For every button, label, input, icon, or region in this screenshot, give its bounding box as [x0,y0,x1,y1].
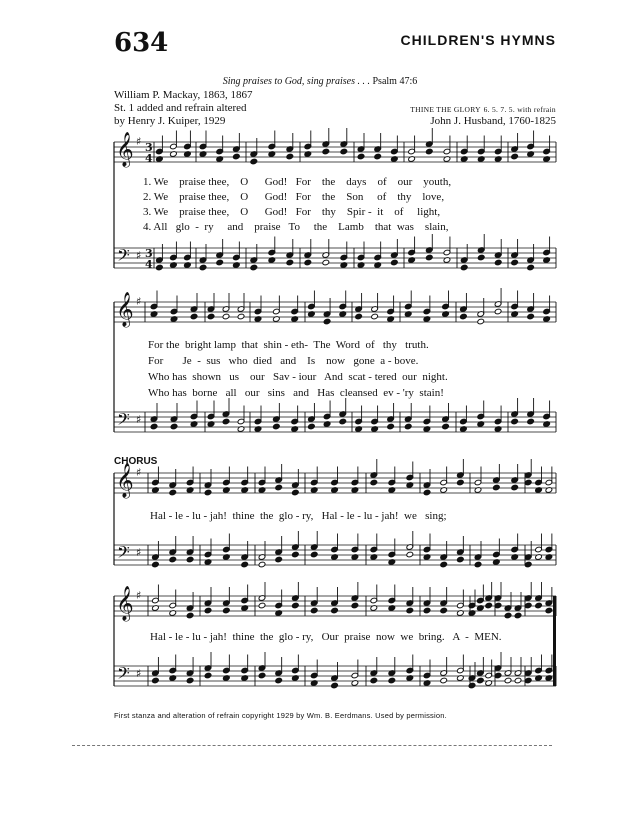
system-3-treble-note-head [493,484,501,491]
system-3-bass-note-head [292,551,300,558]
bass-clef-icon: 𝄢 [117,663,130,687]
system-4-bass-note-head [275,677,283,684]
section-title: CHILDREN'S HYMNS [400,32,556,48]
system-3-treble-note-head [292,489,300,496]
copyright-notice: First stanza and alteration of refrain copyright 1929 by Wm. B. Eerdmans. Used by permission. [114,711,447,720]
system-2-bass-note-head [404,423,412,430]
system-4-treble-note-head [310,607,318,614]
alteration-by-credit: by Henry J. Kuiper, 1929 [114,115,226,127]
system-4-treble-note-head [545,607,553,614]
system-1-treble-note-head [340,148,348,155]
system-1-bass-note-head [527,264,535,271]
system-4-treble-note-head [331,607,339,614]
system-4-bass-note-head [370,677,378,684]
system-3-bass-note-head [310,551,318,558]
system-4-bass-note-head [524,677,532,684]
system-1-treble-note-head [357,153,365,160]
system-2-treble-note-head [237,313,245,320]
verse-2-line-2: For Je - sus who died and Is now gone a - bove. [148,355,419,367]
verse-1-line-2: For the bright lamp that shin - eth- The Word of thy truth. [148,339,429,351]
system-4-treble-note-head [524,602,532,609]
system-4-bass-note-head [388,677,396,684]
system-4-treble-note-head [204,607,212,614]
system-2-treble-note-head [371,313,379,320]
system-1-treble-note-head [374,153,382,160]
bass-clef-icon: 𝄢 [117,542,130,566]
system-3-treble-note-head [524,479,532,486]
system-4-bass-note-head [504,677,512,684]
verse-3-line-2: Who has shown us our Sav - iour And scat - tered our night. [148,371,448,383]
sharp-key-signature: ♯ [136,135,142,148]
verse-1-line-1: 1. We praise thee, O God! For the days of our youth, [143,176,452,188]
sharp-key-signature: ♯ [136,413,142,426]
epigraph-quote: Sing praises to God, sing praises . . . [222,76,370,87]
system-4-treble-note-head [351,602,359,609]
system-4-bass-note-head [514,677,522,684]
system-3-bass-note-head [258,561,266,568]
bass-clef-icon: 𝄢 [117,409,130,433]
system-4-treble-note-head [223,607,231,614]
system-4-bass-note-head [152,677,160,684]
system-1-bass-note-head [304,259,312,266]
system-3-bass-note-head [241,561,249,568]
composer-credit: John J. Husband, 1760-1825 [430,115,556,127]
verse-4-line-1: 4. All glo - ry and praise To the Lamb that was slain, [143,221,449,233]
system-4-treble-note-head [186,612,194,619]
system-2-treble-note-head [222,313,230,320]
system-4-treble-note-head [535,602,543,609]
system-2-treble-note-head [494,308,502,315]
treble-clef-icon: 𝄞 [116,586,134,621]
system-4-treble-note-head [504,612,512,619]
system-2-bass-note-head [170,423,178,430]
system-3-treble-note-head [423,489,431,496]
system-2-bass-note-head [308,423,316,430]
sharp-key-signature: ♯ [136,249,142,262]
system-4-bass-note-head [258,672,266,679]
system-2-bass-note-head [273,423,281,430]
system-1-bass-note-head [216,259,224,266]
treble-clef-icon: 𝄞 [116,132,134,167]
system-3-treble-note-head [204,489,212,496]
sharp-key-signature: ♯ [136,466,142,479]
system-1-bass-note-head [425,254,433,261]
time-signature-top: 3 [145,141,153,154]
system-1-bass-note-head [494,259,502,266]
system-4-treble-note-head [406,607,414,614]
system-1-treble-note-head [425,148,433,155]
system-3-bass-note-head [457,556,465,563]
system-1-treble-note-head [322,148,330,155]
system-4-bass-note-head [204,672,212,679]
system-1-treble-note-head [250,158,258,165]
system-1-bass-note-head [199,264,207,271]
system-3-treble-note-head [169,489,177,496]
system-3-bass-note-head [186,556,194,563]
time-signature-top: 3 [145,247,153,260]
system-4-treble-note-head [292,602,300,609]
epigraph-reference: Psalm 47:6 [372,76,418,87]
system-4-treble-note-head [514,612,522,619]
verse-4-line-2: Who has borne all our sins and Has cleansed ev - 'ry stain! [148,387,444,399]
system-1-treble-note-head [233,153,241,160]
system-3-treble-note-head [275,484,283,491]
bass-clef-icon: 𝄢 [117,245,130,269]
system-2-bass-note-head [442,423,450,430]
system-4-bass-note-head [186,677,194,684]
system-1-bass-note-head [391,259,399,266]
verse-2-line-1: 2. We praise thee, O God! For the Son of thy love, [143,191,445,203]
system-2-bass-note-head [511,418,519,425]
system-4-bass-note-head [468,682,476,689]
sharp-key-signature: ♯ [136,295,142,308]
system-1-bass-note-head [156,264,164,271]
system-2-treble-note-head [323,318,331,325]
author-credit: William P. Mackay, 1863, 1867 [114,89,253,101]
system-3-bass-note-head [152,561,160,568]
alteration-credit: St. 1 added and refrain altered [114,102,247,114]
system-3-bass-note-head [524,561,532,568]
system-2-bass-note-head [387,423,395,430]
chorus-line-1: Hal - le - lu - jah! thine the glo - ry, Hal - le - lu - jah! we sing; [150,510,447,522]
system-2-treble-note-head [190,313,198,320]
system-1-bass-note-head [460,264,468,271]
hymn-number: 634 [114,28,169,58]
system-1-treble-note-head [286,153,294,160]
system-4-treble-note-head [423,607,431,614]
system-3-bass-note-head [275,556,283,563]
chorus-label: CHORUS [114,456,158,467]
system-2-treble-note-head [527,313,535,320]
system-2-treble-note-head [207,313,215,320]
system-1-bass-note-head [477,254,485,261]
tune-name: THINE THE GLORY [410,105,481,114]
sharp-key-signature: ♯ [136,667,142,680]
final-bar-line [553,596,556,686]
system-1-bass-note-head [250,264,258,271]
system-3-bass-note-head [169,556,177,563]
system-4-treble-note-head [440,607,448,614]
system-2-bass-note-head [527,418,535,425]
system-2-treble-note-head [460,313,468,320]
system-3-treble-note-head [370,479,378,486]
system-3-bass-note-head [440,561,448,568]
system-3-bass-note-head [406,551,414,558]
sharp-key-signature: ♯ [136,589,142,602]
system-2-treble-note-head [477,318,485,325]
system-3-treble-note-head [457,479,465,486]
treble-clef-icon: 𝄞 [116,292,134,327]
system-1-bass-note-head [511,259,519,266]
system-4-treble-note-head [485,602,493,609]
system-2-bass-note-head [222,418,230,425]
time-signature-bottom: 4 [145,152,153,165]
system-1-bass-note-head [322,259,330,266]
system-4-treble-note-head [258,602,266,609]
verse-3-line-1: 3. We praise thee, O God! For thy Spir - it of light, [143,206,441,218]
tune-meter: 6. 5. 7. 5. with refrain [483,105,556,114]
system-2-bass-note-head [150,423,158,430]
system-1-treble-note-head [511,153,519,160]
system-3-treble-note-head [511,484,519,491]
system-2-bass-note-head [339,418,347,425]
time-signature-bottom: 4 [145,258,153,271]
system-4-bass-note-head [331,682,339,689]
chorus-line-2: Hal - le - lu - jah! thine the glo - ry, Our praise now we bring. A - MEN. [150,631,502,643]
treble-clef-icon: 𝄞 [116,463,134,498]
system-2-treble-note-head [355,313,363,320]
system-4-bass-note-head [440,677,448,684]
system-3-bass-note-head [474,561,482,568]
sharp-key-signature: ♯ [136,546,142,559]
system-1-bass-note-head [286,259,294,266]
bottom-scan-rule [72,745,552,746]
system-4-bass-note-head [477,677,485,684]
